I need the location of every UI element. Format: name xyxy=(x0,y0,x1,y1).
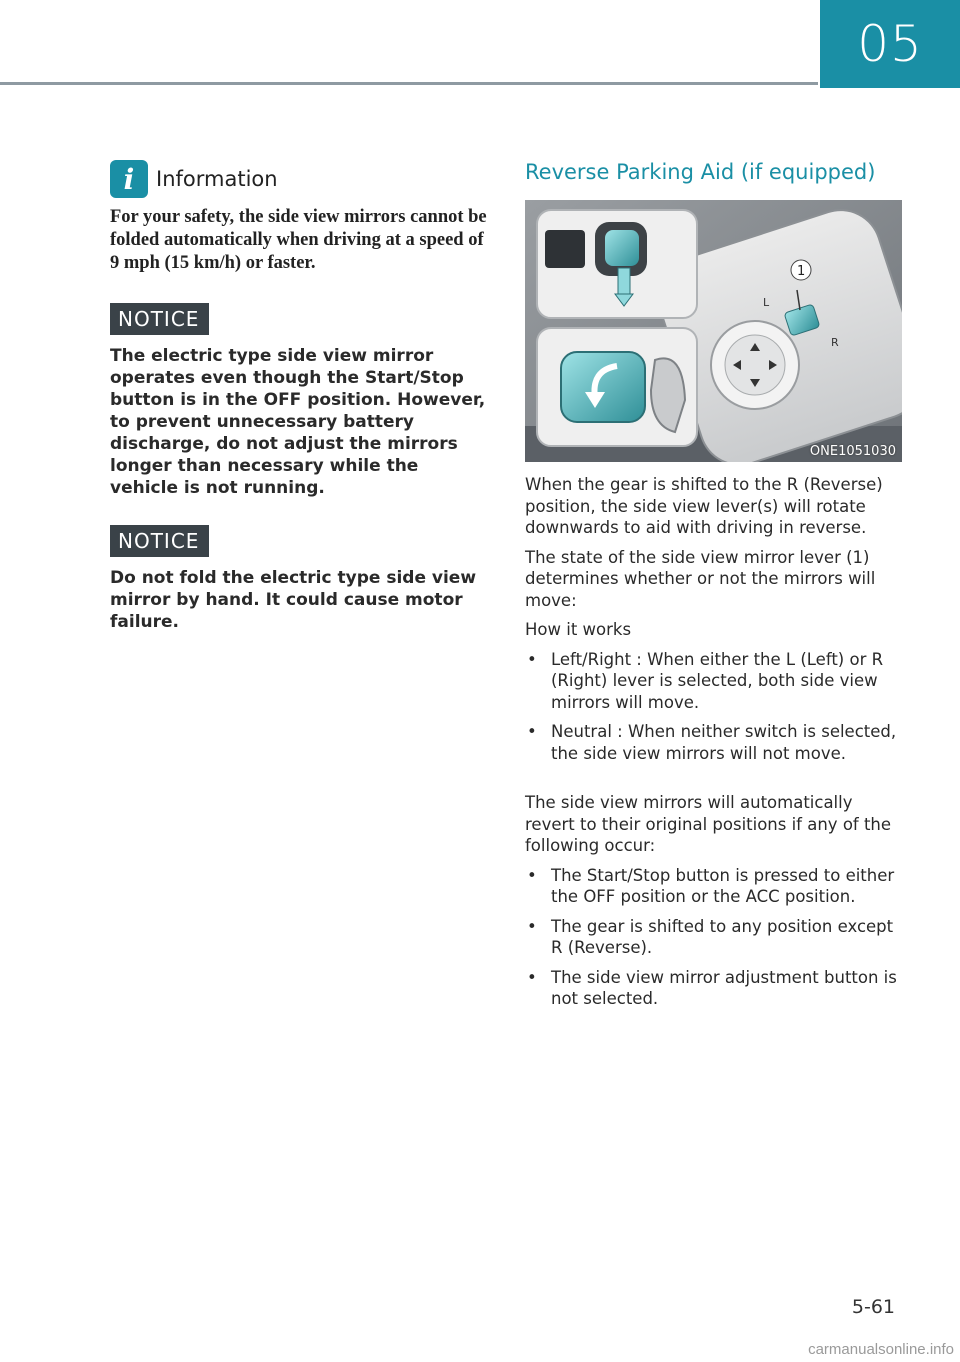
notice-block xyxy=(110,525,490,633)
right-column xyxy=(525,160,905,1018)
section-title: Reverse Parking Aid (if equipped) xyxy=(525,160,876,184)
switch-label-right: R xyxy=(831,336,839,349)
paragraph: When the gear is shifted to the R (Reverse) position, the side view lever(s) will rotate downwards to aid with driving in reverse. xyxy=(525,475,883,537)
mirror-switch-illustration xyxy=(525,200,902,462)
bullet-icon: • xyxy=(527,967,537,987)
switch-label-left: L xyxy=(763,296,770,309)
chapter-tab: 05 xyxy=(820,0,960,88)
watermark-link[interactable]: carmanualsonline.info xyxy=(808,1341,954,1358)
list-item: • Neutral : When neither switch is selected, the side view mirrors will not move. xyxy=(527,722,897,763)
bullet-icon: • xyxy=(527,649,537,669)
information-title: Information xyxy=(156,167,278,191)
bullet-icon: • xyxy=(527,865,537,885)
figure-code: ONE1051030 xyxy=(809,444,896,459)
information-header xyxy=(110,160,490,198)
page-number: 5-61 xyxy=(851,1296,895,1318)
mirror-switch-figure xyxy=(525,200,902,462)
bullet-icon: • xyxy=(527,916,537,936)
list-item: • The side view mirror adjustment button is not selected. xyxy=(527,967,897,1008)
left-column xyxy=(110,160,490,659)
header-rule xyxy=(0,82,818,85)
bullet-list xyxy=(525,865,905,1010)
paragraph: The state of the side view mirror lever (1) determines whether or not the mirrors will move: xyxy=(525,547,876,610)
bullet-list xyxy=(525,649,905,765)
paragraph: How it works xyxy=(525,620,632,639)
callout-number: 1 xyxy=(797,264,806,279)
list-item: • The gear is shifted to any position except R (Reverse). xyxy=(527,916,894,957)
notice-body: Do not fold the electric type side view mirror by hand. It could cause motor failure. xyxy=(110,568,477,632)
notice-badge: NOTICE xyxy=(110,303,209,335)
bullet-icon: • xyxy=(527,722,537,741)
notice-block xyxy=(110,303,490,499)
list-item: • Left/Right : When either the L (Left) or R (Right) lever is selected, both side view mirrors will move. xyxy=(527,649,884,712)
notice-badge: NOTICE xyxy=(110,525,209,557)
paragraph: The side view mirrors will automatically revert to their original positions if any of the following occur: xyxy=(525,793,892,855)
information-body: For your safety, the side view mirrors cannot be folded automatically when driving at a speed of 9 mph (15 km/h) or faster. xyxy=(110,207,487,273)
info-icon: i xyxy=(110,160,148,198)
list-item: • The Start/Stop button is pressed to either the OFF position or the ACC position. xyxy=(527,865,895,906)
notice-body: The electric type side view mirror operates even though the Start/Stop button is in the OFF position. However, to prevent unnecessary battery discharge, do not adjust the mirrors longer than necessary while the vehicle is not running. xyxy=(110,346,486,498)
